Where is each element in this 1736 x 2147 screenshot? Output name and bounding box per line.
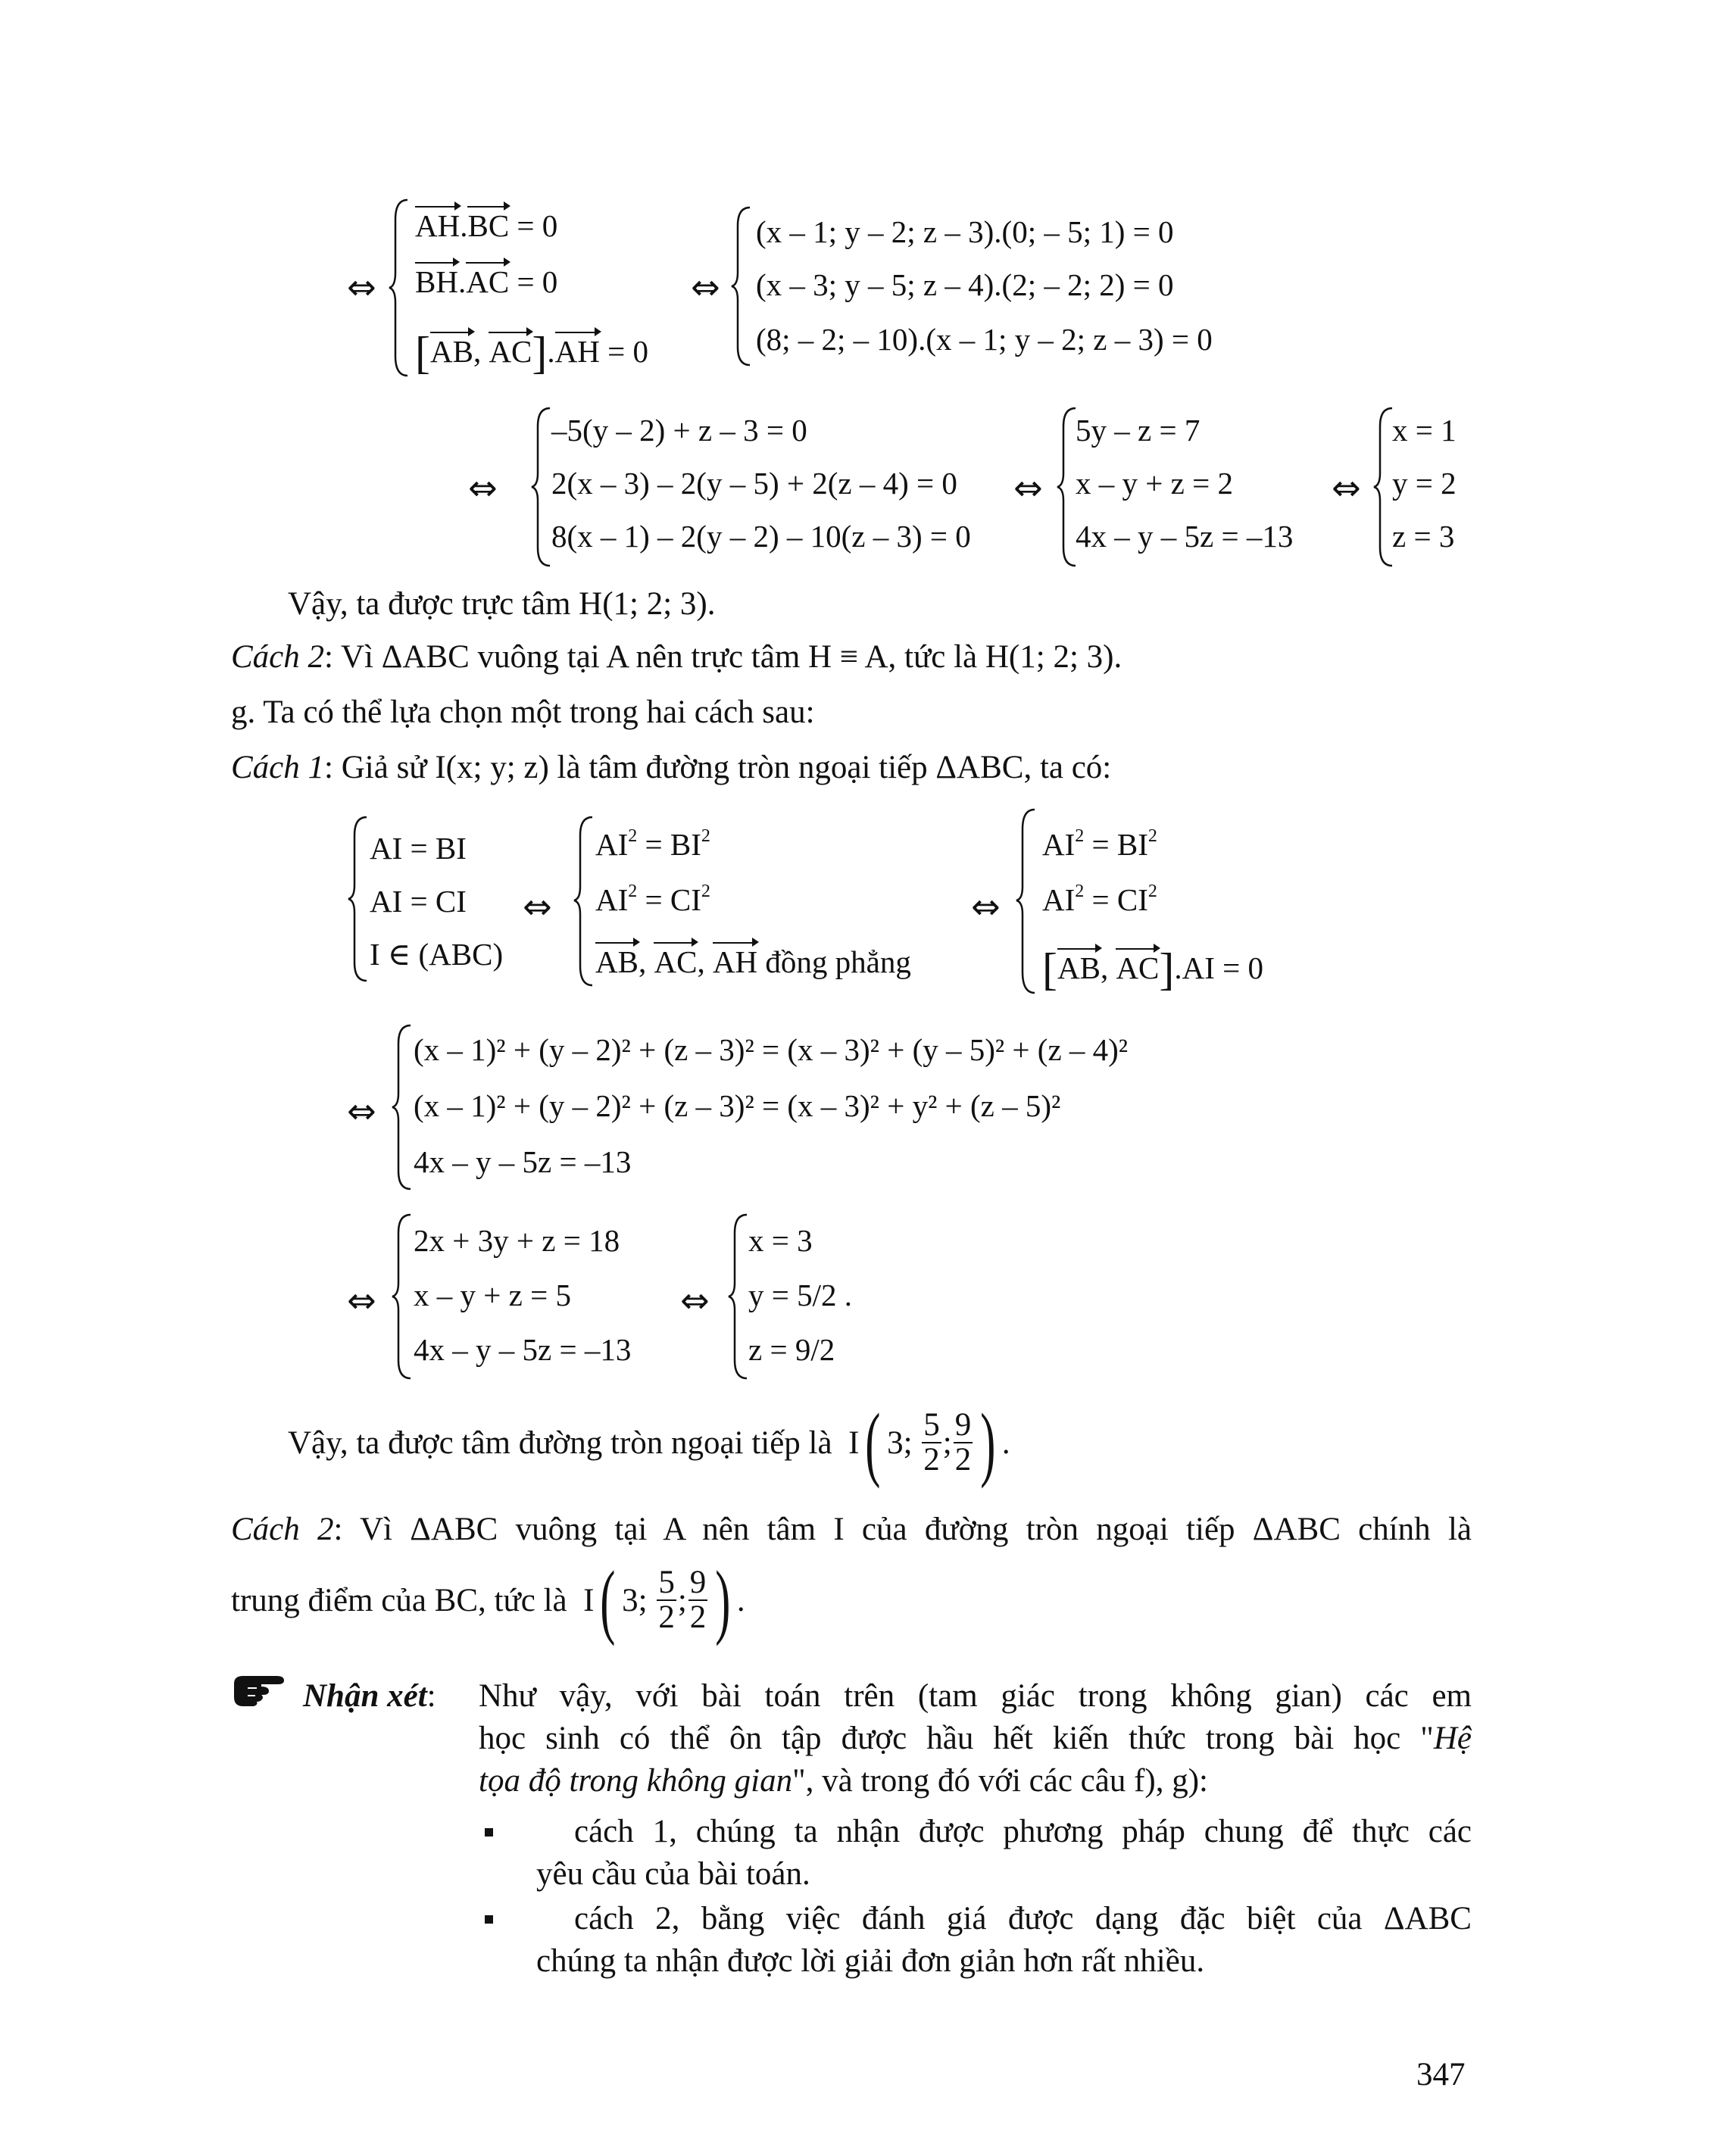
equiv-arrow: ⇔ bbox=[1332, 467, 1361, 508]
bullet bbox=[485, 1915, 493, 1924]
left-brace bbox=[1015, 807, 1038, 996]
eq-mixed-product-ai: [AB, AC].AI = 0 bbox=[1042, 944, 1264, 994]
eq-ai2-bi2: $AI^2 = BI^2$ bbox=[1042, 826, 1157, 862]
sys-row: 4x – y – 5z = –13 bbox=[414, 1332, 632, 1367]
bullet1-line1: cách 1, chúng ta nhận được phương pháp chung để thực các bbox=[574, 1814, 1472, 1849]
eq-mixed-product: [AB, AC].AH = 0 bbox=[415, 328, 648, 378]
sys-row: x = 1 bbox=[1392, 413, 1457, 448]
equiv-arrow: ⇔ bbox=[347, 267, 376, 307]
eq-ai2-ci2: $AI^2 = CI^2$ bbox=[1042, 882, 1157, 917]
eq-ai2-bi2: $AI^2 = BI^2$ bbox=[595, 826, 710, 862]
sys-row: x – y + z = 5 bbox=[414, 1278, 571, 1312]
left-brace bbox=[727, 1212, 750, 1382]
cach2-circumcenter-line2: trung điểm của BC, tức là I ( 3 ; $\frac{5}{2}$ ; $\frac{9}{2}$ ) . bbox=[231, 1554, 745, 1646]
equiv-arrow: ⇔ bbox=[971, 886, 1001, 927]
eq-bh-ac: BH.AC = 0 bbox=[415, 264, 558, 299]
pointing-hand-icon bbox=[231, 1670, 299, 1708]
sys-row: 5y – z = 7 bbox=[1076, 413, 1201, 448]
left-brace bbox=[391, 1212, 414, 1382]
sys-row: (x – 3; y – 5; z – 4).(2; – 2; 2) = 0 bbox=[756, 267, 1174, 302]
equiv-arrow: ⇔ bbox=[1013, 467, 1043, 508]
left-brace bbox=[391, 1022, 414, 1193]
cach1-circumcenter: Cách 1: Giả sử I(x; y; z) là tâm đường tròn ngoại tiếp ΔABC, ta có: bbox=[231, 750, 1112, 785]
eq-ai2-ci2: $AI^2 = CI^2$ bbox=[595, 882, 710, 917]
sys-row: y = 2 bbox=[1392, 466, 1457, 501]
remark-line2: học sinh có thể ôn tập được hầu hết kiến thức trong bài học "Hệ bbox=[479, 1721, 1472, 1756]
sys-row: –5(y – 2) + z – 3 = 0 bbox=[551, 413, 807, 448]
part-g-intro: g. Ta có thể lựa chọn một trong hai cách sau: bbox=[231, 694, 815, 730]
sys-row: 4x – y – 5z = –13 bbox=[1076, 519, 1294, 554]
conclusion-circumcenter: Vậy, ta được tâm đường tròn ngoại tiếp là I ( 3 ; $\frac{5}{2}$ ; $\frac{9}{2}$ ) . bbox=[288, 1396, 1010, 1489]
equiv-arrow: ⇔ bbox=[680, 1280, 710, 1321]
left-brace bbox=[388, 197, 411, 379]
conclusion-orthocenter: Vậy, ta được trực tâm H(1; 2; 3). bbox=[288, 586, 716, 622]
left-brace bbox=[573, 814, 595, 988]
remark-line1: Như vậy, với bài toán trên (tam giác trong không gian) các em bbox=[479, 1678, 1472, 1714]
eq-coplanar: AB, AC, AH đồng phẳng bbox=[595, 944, 911, 979]
sys-row: I ∈ (ABC) bbox=[370, 937, 504, 972]
bullet1-line2: yêu cầu của bài toán. bbox=[536, 1856, 810, 1892]
sys-row: x – y + z = 2 bbox=[1076, 466, 1233, 501]
bullet2-line1: cách 2, bằng việc đánh giá được dạng đặc biệt của ΔABC bbox=[574, 1901, 1472, 1936]
sys-row: 8(x – 1) – 2(y – 2) – 10(z – 3) = 0 bbox=[551, 519, 971, 554]
sys-row: 4x – y – 5z = –13 bbox=[414, 1144, 632, 1179]
sys-row: z = 3 bbox=[1392, 519, 1455, 554]
sys-row: (x – 1)² + (y – 2)² + (z – 3)² = (x – 3)² + y² + (z – 5)² bbox=[414, 1088, 1061, 1123]
cach2-circumcenter-line1: Cách 2: Vì ΔABC vuông tại A nên tâm I của đường tròn ngoại tiếp ΔABC chính là bbox=[231, 1512, 1472, 1547]
equiv-arrow: ⇔ bbox=[691, 267, 720, 307]
bullet bbox=[485, 1828, 493, 1836]
sys-row: AI = BI bbox=[370, 831, 467, 866]
sys-row: (x – 1)² + (y – 2)² + (z – 3)² = (x – 3)² + (y – 5)² + (z – 4)² bbox=[414, 1032, 1129, 1067]
sys-row: 2x + 3y + z = 18 bbox=[414, 1223, 620, 1258]
remark-line3: tọa độ trong không gian", và trong đó với các câu f), g): bbox=[479, 1763, 1208, 1799]
cach2-orthocenter: Cách 2: Vì ΔABC vuông tại A nên trực tâm H ≡ A, tức là H(1; 2; 3). bbox=[231, 639, 1122, 675]
left-brace bbox=[530, 405, 553, 568]
equiv-arrow: ⇔ bbox=[347, 1091, 376, 1131]
left-brace bbox=[730, 204, 753, 367]
sys-row: AI = CI bbox=[370, 884, 467, 919]
eq-ah-bc: AH.BC = 0 bbox=[415, 208, 558, 243]
sys-row: 2(x – 3) – 2(y – 5) + 2(z – 4) = 0 bbox=[551, 466, 957, 501]
bullet2-line2: chúng ta nhận được lời giải đơn giản hơn rất nhiều. bbox=[536, 1943, 1205, 1979]
equiv-arrow: ⇔ bbox=[468, 467, 498, 508]
sys-row: (x – 1; y – 2; z – 3).(0; – 5; 1) = 0 bbox=[756, 214, 1174, 249]
sys-row: x = 3 bbox=[748, 1223, 813, 1258]
page-number: 347 bbox=[1416, 2057, 1466, 2092]
equiv-arrow: ⇔ bbox=[523, 886, 552, 927]
left-brace bbox=[347, 814, 370, 985]
sys-row: z = 9/2 bbox=[748, 1332, 835, 1367]
sys-row: y = 5/2 . bbox=[748, 1278, 853, 1312]
remark-label: Nhận xét: bbox=[303, 1678, 436, 1714]
equiv-arrow: ⇔ bbox=[347, 1280, 376, 1321]
sys-row: (8; – 2; – 10).(x – 1; y – 2; z – 3) = 0 bbox=[756, 322, 1213, 357]
